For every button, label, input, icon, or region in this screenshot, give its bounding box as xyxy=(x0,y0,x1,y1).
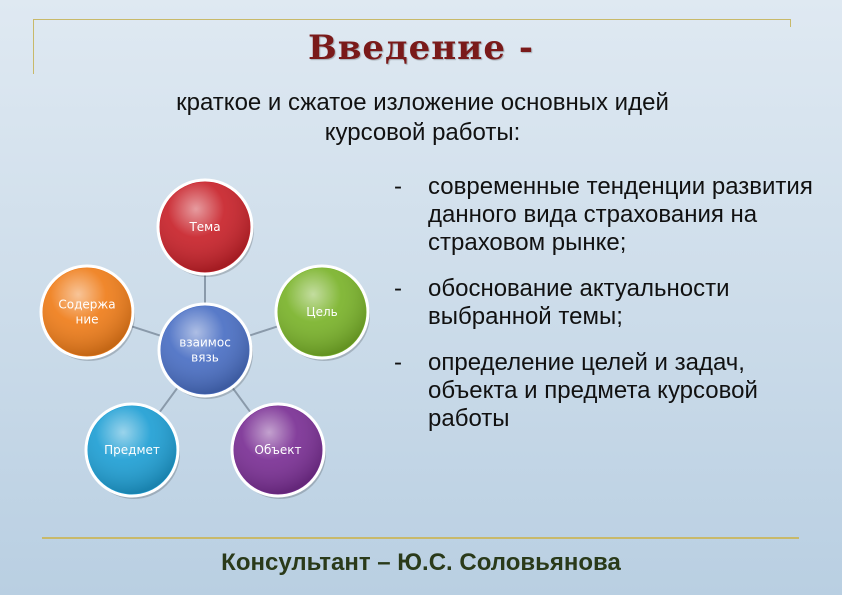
diagram-nodes xyxy=(41,180,370,499)
node-label: Тема xyxy=(189,220,221,234)
node-label: Объект xyxy=(254,443,302,457)
bullet-text: обоснование актуальности выбранной темы; xyxy=(428,275,730,330)
bullet-text: современные тенденции развития данного вида страхования на страховом рынке; xyxy=(428,173,813,256)
bullet-item xyxy=(394,173,824,257)
node-topic xyxy=(158,180,254,277)
node-label: вязь xyxy=(191,350,219,365)
bullet-dash: - xyxy=(394,349,402,376)
node-label: взаимос xyxy=(179,335,231,350)
bullet-list xyxy=(394,173,824,451)
subtitle-line-2: курсовой работы: xyxy=(324,119,521,146)
footer-consultant: Консультант – Ю.С. Соловьянова xyxy=(221,549,621,576)
connector-line xyxy=(249,326,278,336)
node-center xyxy=(159,304,253,399)
node-object xyxy=(232,404,326,499)
bullet-dash: - xyxy=(394,173,402,200)
bullet-text: определение целей и задач, объекта и предмета курсовой работы xyxy=(428,349,758,432)
node-subject xyxy=(86,404,180,499)
subtitle-line-1: краткое и сжатое изложение основных идей xyxy=(176,89,669,116)
connector-line xyxy=(232,387,251,413)
bullet-dash: - xyxy=(394,275,402,302)
node-label: Предмет xyxy=(104,443,160,457)
node-content xyxy=(41,266,135,361)
node-label: Содержа xyxy=(58,297,116,312)
bullet-item xyxy=(394,275,824,331)
node-goal xyxy=(276,266,370,361)
node-label: ние xyxy=(75,312,99,327)
bullet-item xyxy=(394,349,824,433)
connector-line xyxy=(159,387,178,413)
node-label: Цель xyxy=(306,305,338,319)
page-title: Введение - xyxy=(308,28,534,68)
connector-line xyxy=(131,326,161,336)
